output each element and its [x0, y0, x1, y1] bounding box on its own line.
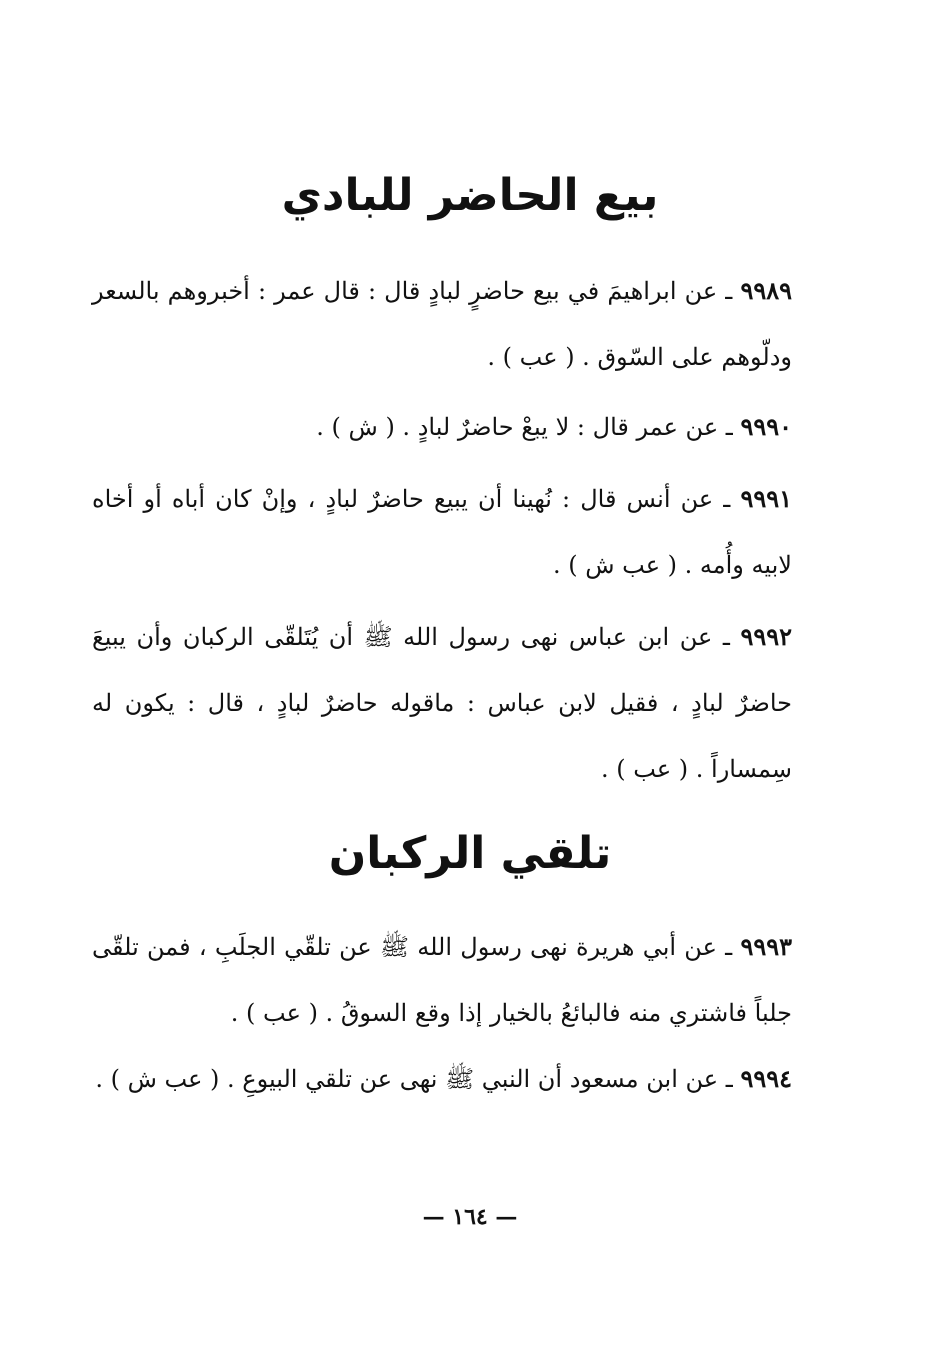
hadith-number: ٩٩٩٠	[740, 412, 792, 441]
hadith-text: ـ عن أبي هريرة نهى رسول الله ﷺ عن تلقّي الجلَبِ ، فمن تلقّى جلباً فاشتري منه فالبائعُ بالخيار إذا وقع السوقُ . ( عب ) .	[92, 933, 792, 1027]
hadith-text: ـ عن أنس قال : نُهينا أن يبيع حاضرٌ لبادٍ ، وإنْ كان أباه أو أخاه لابيه وأُمه . ( عب ش ) .	[92, 485, 792, 579]
section-heading-bay-al-hadir: بيع الحاضر للبادي	[281, 170, 659, 221]
hadith-number: ٩٩٩٤	[740, 1064, 792, 1093]
hadith-number: ٩٩٩١	[740, 484, 792, 513]
hadith-text: ـ عن ابن عباس نهى رسول الله ﷺ أن يُتَلقّى الركبان وأن يبيعَ حاضرٌ لبادٍ ، فقيل لابن عباس : ماقوله حاضرٌ لبادٍ ، قال : يكون له سِمساراً . ( عب ) .	[92, 623, 792, 783]
hadith-number: ٩٩٨٩	[740, 276, 792, 305]
page-number: — ١٦٤ —	[422, 1204, 518, 1230]
hadith-paragraph	[92, 394, 792, 460]
hadith-paragraph	[92, 466, 792, 598]
hadith-number: ٩٩٩٢	[740, 622, 792, 651]
hadith-text: ـ عن ابراهيمَ في بيع حاضرٍ لبادٍ قال : قال عمر : أخبروهم بالسعر ودلّوهم على السّوق . ( عب ) .	[92, 277, 792, 371]
hadith-text: ـ عن ابن مسعود أن النبي ﷺ نهى عن تلقي البيوعِ . ( عب ش ) .	[95, 1065, 733, 1093]
hadith-text: ـ عن عمر قال : لا يبعْ حاضرٌ لبادٍ . ( ش ) .	[316, 413, 733, 441]
hadith-paragraph	[92, 914, 792, 1046]
section-heading-talaqqi-al-rukban: تلقي الركبان	[328, 828, 612, 879]
hadith-number: ٩٩٩٣	[740, 932, 792, 961]
hadith-paragraph	[92, 604, 792, 802]
hadith-paragraph	[92, 258, 792, 390]
hadith-paragraph	[92, 1046, 792, 1112]
